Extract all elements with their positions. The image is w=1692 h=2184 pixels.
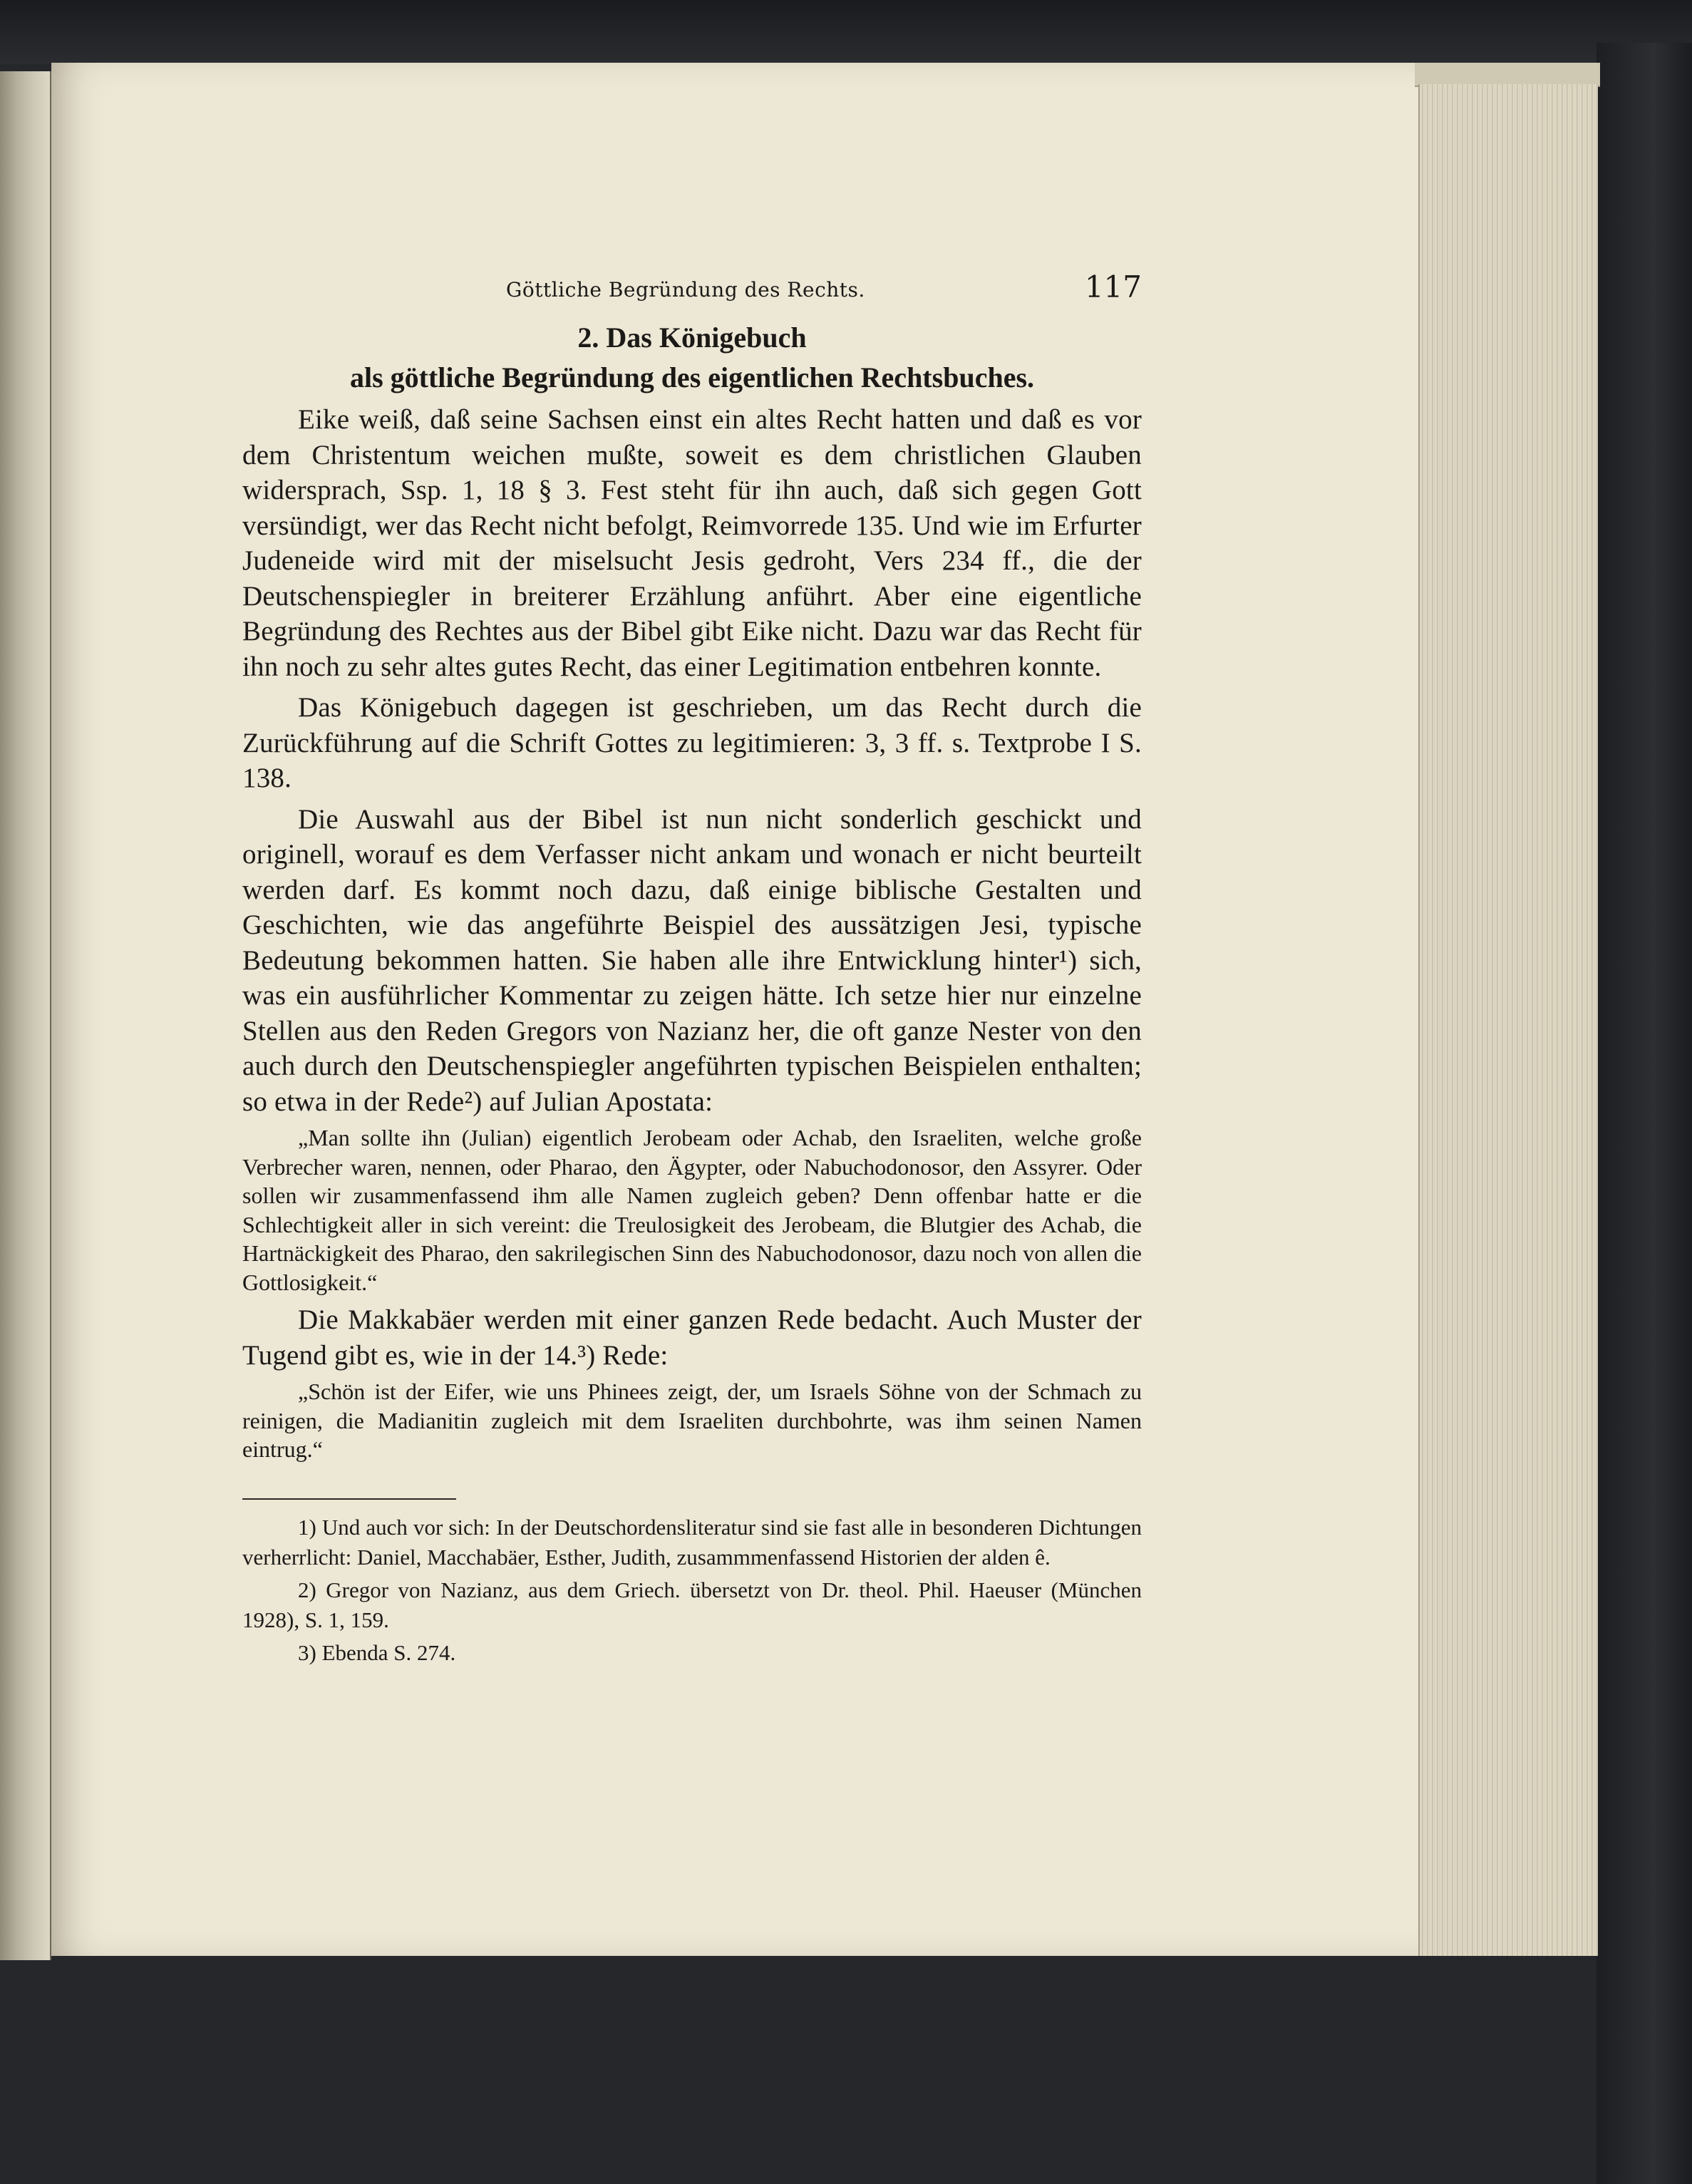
- section-heading-line2: als göttliche Begründung des eigentlichen Rechtsbuches.: [349, 361, 1035, 393]
- paragraph-4: Die Makkabäer werden mit einer ganzen Rede bedacht. Auch Muster der Tugend gibt es, wie in der 14.³) Rede:: [242, 1304, 1142, 1371]
- footnote-3: 3) Ebenda S. 274.: [298, 1639, 456, 1665]
- page-text-block: [242, 269, 1142, 1668]
- page-edges: [1418, 84, 1598, 1956]
- page-number: 117: [1084, 269, 1142, 304]
- paragraph-1: Eike weiß, daß seine Sachsen einst ein altes Recht hatten und daß es vor dem Christentum weichen mußte, soweit es dem christlichen Glauben widersprach, Ssp. 1, 18 § 3. Fest steht für ihn auch, daß sich gegen Gott versündigt, wer das Recht nicht befolgt, Reimvorrede 135. Und wie im Erfurter Judeneide wird mit der miselsucht Jesis gedroht, Vers 234 ff., die der Deutschenspiegler in breiterer Erzählung anführt. Aber eine eigentliche Begründung des Rechtes aus der Bibel gibt Eike nicht. Dazu war das Recht für ihn noch zu sehr altes gutes Recht, das einer Legitimation entbehren konnte.: [242, 404, 1142, 682]
- block-quote-phinees: „Schön ist der Eifer, wie uns Phinees zeigt, der, um Israels Söhne von der Schmach zu reinigen, die Madianitin zugleich mit dem Israeliten durchbohrte, was ihm seinen Namen eintrug.“: [242, 1379, 1142, 1462]
- page-block-top: [1415, 63, 1600, 87]
- paragraph-2: Das Königebuch dagegen ist geschrieben, um das Recht durch die Zurückführung auf die Schrift Gottes zu legitimieren: 3, 3 ff. s. Textprobe I S. 138.: [242, 692, 1142, 793]
- book-cover-spine: [1596, 43, 1692, 2184]
- book-cover-top: [0, 0, 1692, 64]
- facing-page-edge: [0, 71, 51, 1960]
- block-quote-julian: „Man sollte ihn (Julian) eigentlich Jerobeam oder Achab, den Israeliten, welche große Verbrecher waren, nennen, oder Pharao, den Ägypter, oder Nabuchodonosor, den Assyrer. Oder sollen wir zusammenfassend ihm alle Namen zugleich geben? Denn offenbar hatte er die Schlechtigkeit aller in sich vereint: die Treulosigkeit des Jerobeam, die Blutgier des Achab, die Hartnäckigkeit des Pharao, den sakrilegischen Sinn des Nabuchodonosor, dazu noch von allen die Gottlosigkeit.“: [242, 1125, 1142, 1295]
- section-heading-line1: 2. Das Königebuch: [577, 321, 807, 354]
- footnote-1: 1) Und auch vor sich: In der Deutschordensliteratur sind sie fast alle in besonderen Dichtungen verherrlicht: Daniel, Macchabäer, Esther, Judith, zusammmenfassend Historien der alden ê.: [242, 1514, 1142, 1570]
- section-heading: [242, 319, 1142, 396]
- running-head: Göttliche Begründung des Rechts.: [506, 278, 865, 302]
- footnote-divider: [242, 1498, 456, 1500]
- footnote-2: 2) Gregor von Nazianz, aus dem Griech. übersetzt von Dr. theol. Phil. Haeuser (München 1928), S. 1, 159.: [242, 1577, 1142, 1632]
- page-header: [242, 269, 1142, 319]
- paragraph-3: Die Auswahl aus der Bibel ist nun nicht sonderlich geschickt und originell, worauf es dem Verfasser nicht ankam und wonach er nicht beurteilt werden darf. Es kommt noch dazu, daß einige biblische Gestalten und Geschichten, wie das angeführte Beispiel des aussätzigen Jesi, typische Bedeutung bekommen hatten. Sie haben alle ihre Entwicklung hinter¹) sich, was ein ausführlicher Kommentar zu zeigen hätte. Ich setze hier nur einzelne Stellen aus den Reden Gregors von Nazianz her, die oft ganze Nester von den auch durch den Deutschenspiegler angeführten typischen Beispielen enthalten; so etwa in der Rede²) auf Julian Apostata:: [242, 803, 1142, 1117]
